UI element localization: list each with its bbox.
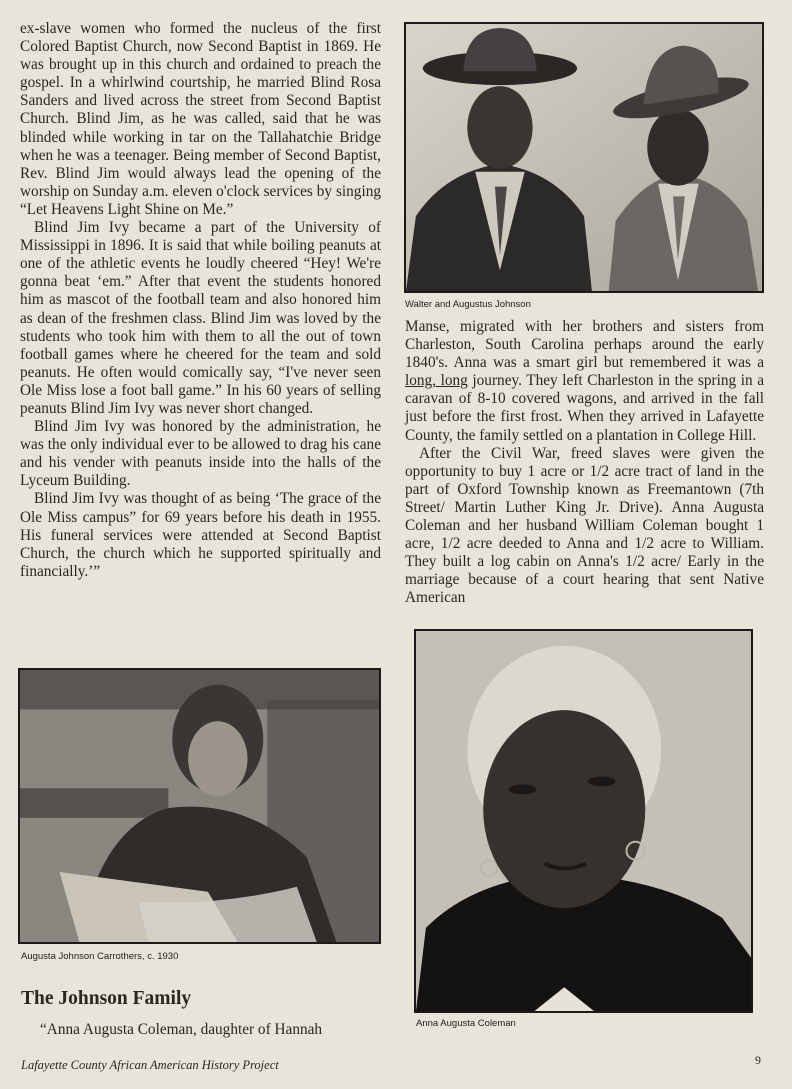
paragraph-freemantown: After the Civil War, freed slaves were given the opportunity to buy 1 acre or 1/2 acre tract of land in the part of Oxford Township known as Freemantown (7th Street/ Martin Luther King Jr. Drive). Anna Augusta Coleman and her husband William Coleman bought 1 acre, 1/2 acre deeded to Anna and 1/2 acre to William. They built a log cabin on Anna's 1/2 acre/ Early in the marriage because of a court hearing that sent Native American: [405, 444, 764, 607]
paragraph-anna-migration: Manse, migrated with her brothers and sisters from Charleston, South Carolina perhaps around the early 1840's. Anna was a smart girl but remembered it was a long, long journey. They left Charleston in the spring in a caravan of 8-10 covered wagons, and arrived in the fall just before the first frost. When they arrived in Lafayette County, the family settled on a plantation in College Hill.: [405, 318, 764, 444]
right-text-column: [405, 318, 764, 608]
caption-augusta-carrothers: Augusta Johnson Carrothers, c. 1930: [21, 951, 179, 962]
photo-walter-augustus-johnson: [404, 22, 764, 293]
paragraph-blind-jim-university: Blind Jim Ivy became a part of the University of Mississippi in 1896. It is said that while boiling peanuts at one of the athletic events he loudly cheered “Hey! We're gonna beat ‘em.” After that event the students honored him as mascot of the football team and also honored him as dean of the freshmen class. Blind Jim was loved by the students who took him with them to all the out of town football games where he cheered for the team and sold peanuts. He often would comically say, “I've never seen Ole Miss lose a foot ball game.” In his 60 years of selling peanuts Blind Jim Ivy was never short changed.: [20, 219, 381, 417]
paragraph-blind-jim-funeral: Blind Jim Ivy was thought of as being ‘The grace of the Ole Miss campus” for 69 years before his death in 1955. His funeral services were attended at Second Baptist Church, the church which he supported spiritually and financially.’”: [20, 490, 381, 580]
paragraph-blind-jim-honor: Blind Jim Ivy was honored by the administration, he was the only individual ever to be allowed to drag his cane and his vender with peanuts inside into the halls of the Lyceum Building.: [20, 418, 381, 490]
left-text-column: [20, 20, 381, 581]
caption-anna-coleman: Anna Augusta Coleman: [416, 1018, 516, 1029]
footer-project-title: Lafayette County African American History Project: [21, 1058, 279, 1072]
photo-augusta-johnson-carrothers: [18, 668, 381, 944]
page-number: 9: [755, 1053, 761, 1067]
section-title: The Johnson Family: [21, 988, 192, 1009]
johnson-family-intro: “Anna Augusta Coleman, daughter of Hannah: [40, 1021, 323, 1038]
photo-anna-augusta-coleman: [414, 629, 753, 1013]
caption-walter-augustus: Walter and Augustus Johnson: [405, 299, 531, 310]
underlined-text: long, long: [405, 372, 468, 390]
paragraph-blind-jim-church: ex-slave women who formed the nucleus of the first Colored Baptist Church, now Second Baptist in 1869. He was brought up in this church and ordained to preach the gospel. In a whirlwind courtship, he married Blind Rosa Sanders and lived across the street from Second Baptist Church. Blind Jim, as he was called, said that he was blinded while working in tar on the Tallahatchie Bridge when he was a teenager. Being member of Second Baptist, Rev. Blind Jim would always lead the opening of the worship on Sunday a.m. eleven o'clock services by singing “Let Heavens Light Shine on Me.”: [20, 20, 381, 218]
